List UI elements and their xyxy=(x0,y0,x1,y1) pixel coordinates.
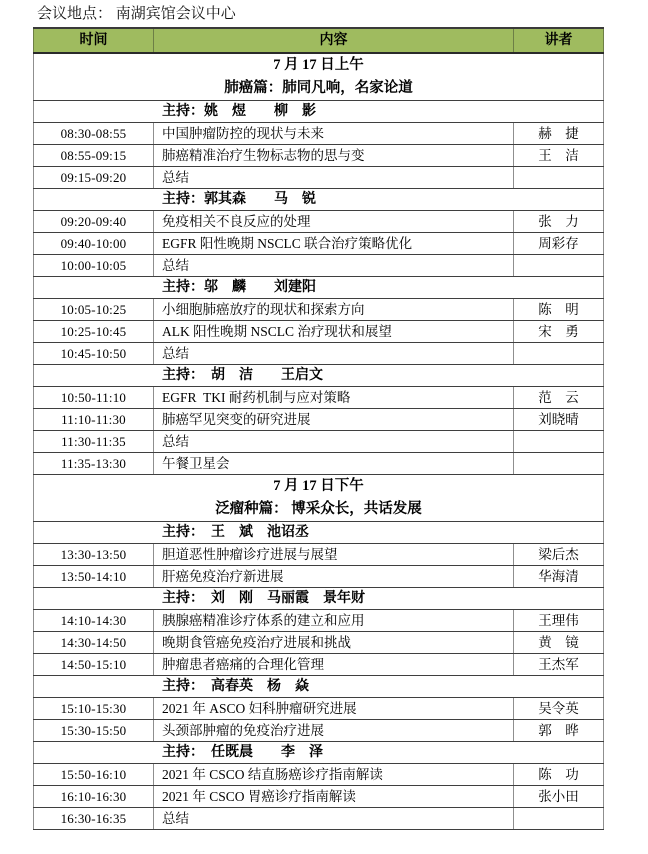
content-cell: 小细胞肺癌放疗的现状和探索方向 xyxy=(154,299,514,321)
time-cell: 09:40-10:00 xyxy=(34,233,154,255)
content-cell: EGFR 阳性晚期 NSCLC 联合治疗策略优化 xyxy=(154,233,514,255)
meeting-location-line: 会议地点： 南湖宾馆会议中心 xyxy=(37,6,236,22)
content-cell: ALK 阳性晚期 NSCLC 治疗现状和展望 xyxy=(154,321,514,343)
content-cell: 头颈部肿瘤的免疫治疗进展 xyxy=(154,720,514,742)
content-cell: 总结 xyxy=(154,167,514,189)
col-header-time: 时间 xyxy=(34,28,154,53)
time-cell: 10:50-11:10 xyxy=(34,387,154,409)
time-cell: 08:30-08:55 xyxy=(34,123,154,145)
speaker-cell: 张 力 xyxy=(514,211,604,233)
content-cell: 肿瘤患者癌痛的合理化管理 xyxy=(154,654,514,676)
speaker-cell: 王杰军 xyxy=(514,654,604,676)
session-row xyxy=(34,453,604,475)
time-cell: 14:10-14:30 xyxy=(34,610,154,632)
session-row xyxy=(34,764,604,786)
session-row xyxy=(34,167,604,189)
chair-row xyxy=(34,742,604,764)
content-cell: 胰腺癌精准诊疗体系的建立和应用 xyxy=(154,610,514,632)
content-cell: 2021 年 CSCO 胃癌诊疗指南解读 xyxy=(154,786,514,808)
time-cell: 16:30-16:35 xyxy=(34,808,154,830)
speaker-cell: 张小田 xyxy=(514,786,604,808)
content-cell: EGFR TKI 耐药机制与应对策略 xyxy=(154,387,514,409)
time-cell: 13:50-14:10 xyxy=(34,566,154,588)
speaker-cell xyxy=(514,453,604,475)
session-row xyxy=(34,654,604,676)
chair-row xyxy=(34,277,604,299)
speaker-cell xyxy=(514,255,604,277)
session-row xyxy=(34,610,604,632)
speaker-cell: 赫 捷 xyxy=(514,123,604,145)
chair-label: 主持：郭其森 马 锐 xyxy=(34,189,604,211)
time-cell: 11:35-13:30 xyxy=(34,453,154,475)
speaker-cell xyxy=(514,167,604,189)
session-row xyxy=(34,145,604,167)
session-row xyxy=(34,808,604,830)
section-date: 7 月 17 日上午 xyxy=(273,57,364,73)
chair-label: 主持：姚 煜 柳 影 xyxy=(34,101,604,123)
chair-label: 主持： 刘 刚 马丽霞 景年财 xyxy=(34,588,604,610)
content-cell: 肺癌罕见突变的研究进展 xyxy=(154,409,514,431)
speaker-cell: 宋 勇 xyxy=(514,321,604,343)
time-cell: 10:05-10:25 xyxy=(34,299,154,321)
session-row xyxy=(34,566,604,588)
content-cell: 总结 xyxy=(154,343,514,365)
time-cell: 11:10-11:30 xyxy=(34,409,154,431)
session-row xyxy=(34,720,604,742)
content-cell: 晚期食管癌免疫治疗进展和挑战 xyxy=(154,632,514,654)
session-row xyxy=(34,409,604,431)
speaker-cell: 范 云 xyxy=(514,387,604,409)
session-row xyxy=(34,698,604,720)
section-row-afternoon xyxy=(34,475,604,522)
speaker-cell: 刘晓晴 xyxy=(514,409,604,431)
content-cell: 胆道恶性肿瘤诊疗进展与展望 xyxy=(154,544,514,566)
chair-label: 主持：邬 麟 刘建阳 xyxy=(34,277,604,299)
session-row xyxy=(34,123,604,145)
session-row xyxy=(34,233,604,255)
time-cell: 14:30-14:50 xyxy=(34,632,154,654)
session-row xyxy=(34,211,604,233)
speaker-cell: 黄 镜 xyxy=(514,632,604,654)
time-cell: 10:25-10:45 xyxy=(34,321,154,343)
time-cell: 10:45-10:50 xyxy=(34,343,154,365)
speaker-cell: 陈 明 xyxy=(514,299,604,321)
session-row xyxy=(34,255,604,277)
chair-row xyxy=(34,365,604,387)
speaker-cell xyxy=(514,431,604,453)
content-cell: 肝癌免疫治疗新进展 xyxy=(154,566,514,588)
speaker-cell: 吴令英 xyxy=(514,698,604,720)
section-row-morning xyxy=(34,53,604,101)
chair-row xyxy=(34,588,604,610)
speaker-cell: 王理伟 xyxy=(514,610,604,632)
content-cell: 午餐卫星会 xyxy=(154,453,514,475)
time-cell: 09:20-09:40 xyxy=(34,211,154,233)
chair-row xyxy=(34,101,604,123)
section-theme: 泛瘤种篇： 博采众长，共话发展 xyxy=(215,501,422,517)
content-cell: 总结 xyxy=(154,808,514,830)
section-date: 7 月 17 日下午 xyxy=(273,478,364,494)
speaker-cell: 梁后杰 xyxy=(514,544,604,566)
time-cell: 11:30-11:35 xyxy=(34,431,154,453)
content-cell: 中国肿瘤防控的现状与未来 xyxy=(154,123,514,145)
session-row xyxy=(34,299,604,321)
content-cell: 总结 xyxy=(154,255,514,277)
time-cell: 14:50-15:10 xyxy=(34,654,154,676)
time-cell: 15:50-16:10 xyxy=(34,764,154,786)
content-cell: 肺癌精准治疗生物标志物的思与变 xyxy=(154,145,514,167)
time-cell: 08:55-09:15 xyxy=(34,145,154,167)
content-cell: 总结 xyxy=(154,431,514,453)
speaker-cell xyxy=(514,808,604,830)
col-header-speaker: 讲者 xyxy=(514,28,604,53)
time-cell: 16:10-16:30 xyxy=(34,786,154,808)
content-cell: 2021 年 CSCO 结直肠癌诊疗指南解读 xyxy=(154,764,514,786)
section-theme: 肺癌篇：肺同凡响，名家论道 xyxy=(224,80,413,96)
chair-label: 主持： 高春英 杨 焱 xyxy=(34,676,604,698)
speaker-cell: 华海清 xyxy=(514,566,604,588)
session-row xyxy=(34,343,604,365)
time-cell: 10:00-10:05 xyxy=(34,255,154,277)
time-cell: 15:10-15:30 xyxy=(34,698,154,720)
time-cell: 13:30-13:50 xyxy=(34,544,154,566)
schedule-table xyxy=(33,27,604,830)
time-cell: 15:30-15:50 xyxy=(34,720,154,742)
session-row xyxy=(34,387,604,409)
content-cell: 2021 年 ASCO 妇科肿瘤研究进展 xyxy=(154,698,514,720)
speaker-cell: 陈 功 xyxy=(514,764,604,786)
chair-label: 主持： 王 斌 池诏丞 xyxy=(34,522,604,544)
session-row xyxy=(34,544,604,566)
speaker-cell: 周彩存 xyxy=(514,233,604,255)
chair-row xyxy=(34,189,604,211)
speaker-cell xyxy=(514,343,604,365)
chair-row xyxy=(34,522,604,544)
time-cell: 09:15-09:20 xyxy=(34,167,154,189)
speaker-cell: 郭 晔 xyxy=(514,720,604,742)
session-row xyxy=(34,632,604,654)
speaker-cell: 王 洁 xyxy=(514,145,604,167)
chair-label: 主持： 任既晨 李 泽 xyxy=(34,742,604,764)
session-row xyxy=(34,321,604,343)
session-row xyxy=(34,786,604,808)
chair-row xyxy=(34,676,604,698)
chair-label: 主持： 胡 洁 王启文 xyxy=(34,365,604,387)
content-cell: 免疫相关不良反应的处理 xyxy=(154,211,514,233)
col-header-content: 内容 xyxy=(154,28,514,53)
session-row xyxy=(34,431,604,453)
table-header-row xyxy=(34,28,604,53)
